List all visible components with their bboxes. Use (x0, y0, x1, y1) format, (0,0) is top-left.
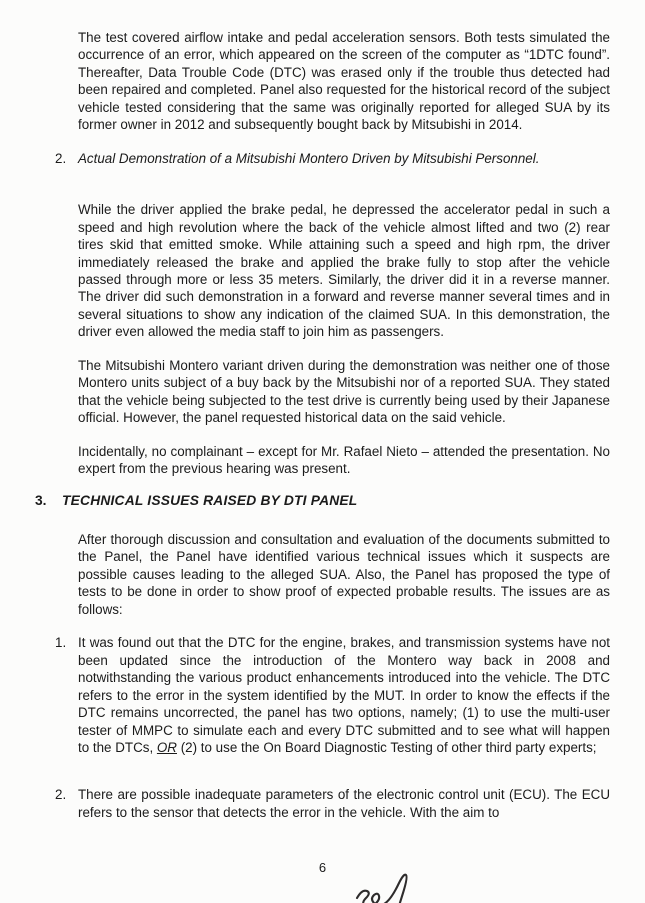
issue-1-text-after-or: (2) to use the On Board Diagnostic Testing of other third party experts; (176, 739, 597, 755)
issue-2-text: There are possible inadequate parameters of the electronic control unit (ECU). The ECU refers to the sensor that detects the error in the vehicle. With the aim to (78, 787, 610, 820)
section-3-intro-paragraph: After thorough discussion and consultation and evaluation of the documents submitted to the Panel, the Panel have identified various technical issues which it suspects are possible causes leading to the alleged SUA. Also, the Panel has proposed the type of tests to be done in order to show proof of expected probable results. The issues are as follows: (78, 531, 610, 617)
section-3-title: TECHNICAL ISSUES RAISED BY DTI PANEL (62, 492, 358, 508)
item-2-heading-row (55, 150, 610, 184)
item-2-heading: Actual Demonstration of a Mitsubishi Montero Driven by Mitsubishi Personnel. (78, 150, 540, 166)
issue-1-text (78, 634, 610, 756)
incidental-paragraph: Incidentally, no complainant – except for Mr. Rafael Nieto – attended the presentation. No expert from the previous hearing was present. (78, 443, 610, 477)
section-3-number: 3. (35, 492, 47, 508)
issue-2-number: 2. (55, 787, 67, 803)
page-number: 6 (318, 860, 327, 875)
section-3-heading-row (35, 492, 610, 509)
demonstration-paragraph: While the driver applied the brake pedal, he depressed the accelerator pedal in such a speed and high revolution where the back of the vehicle almost lifted and two (2) rear tires skid that emitted smoke. While attaining such a speed and high rpm, the driver immediately released the brake and applied the brake fully to stop after the vehicle passed through more or less 35 meters. Similarly, the driver did it in a reverse manner. The driver did such demonstration in a forward and reverse manner several times and in several situations to show any indication of the claimed SUA. In this demonstration, the driver even allowed the media staff to join him as passengers. (78, 202, 610, 340)
issue-1-number: 1. (55, 635, 67, 651)
issue-1-row (55, 634, 610, 756)
document-body (35, 29, 610, 838)
issue-1-or-word: OR (156, 739, 177, 755)
item-2-number: 2. (55, 150, 67, 166)
issue-2-row (55, 786, 610, 821)
intro-paragraph: The test covered airflow intake and pedal acceleration sensors. Both tests simulated the occurrence of an error, which appeared on the screen of the computer as “1DTC found”. Thereafter, Data Trouble Code (DTC) was erased only if the trouble thus detected had been repaired and completed. Panel also requested for the historical record of the subject vehicle tested considering that the same was originally reported for alleged SUA by its former owner in 2012 and subsequently bought back by Mitsubishi in 2014. (78, 30, 610, 133)
signature-mark (347, 866, 437, 903)
montero-variant-paragraph: The Mitsubishi Montero variant driven during the demonstration was neither one of those Montero units subject of a buy back by the Mitsubishi nor of a reported SUA. They stated that the vehicle being subjected to the test drive is currently being used by their Japanese official. However, the panel requested historical data on the said vehicle. (78, 357, 610, 426)
issue-1-text-before-or: It was found out that the DTC for the engine, brakes, and transmission systems have not been updated since the introduction of the Montero way back in 2008 and notwithstanding the various product enhancements introduced into the vehicle. The DTC refers to the error in the system identified by the MUT. In order to know the effects if the DTC remains uncorrected, the panel has two options, namely; (1) to use the multi-user tester of MMPC to simulate each and every DTC submitted and to see what will happen to the DTCs, (78, 635, 610, 755)
